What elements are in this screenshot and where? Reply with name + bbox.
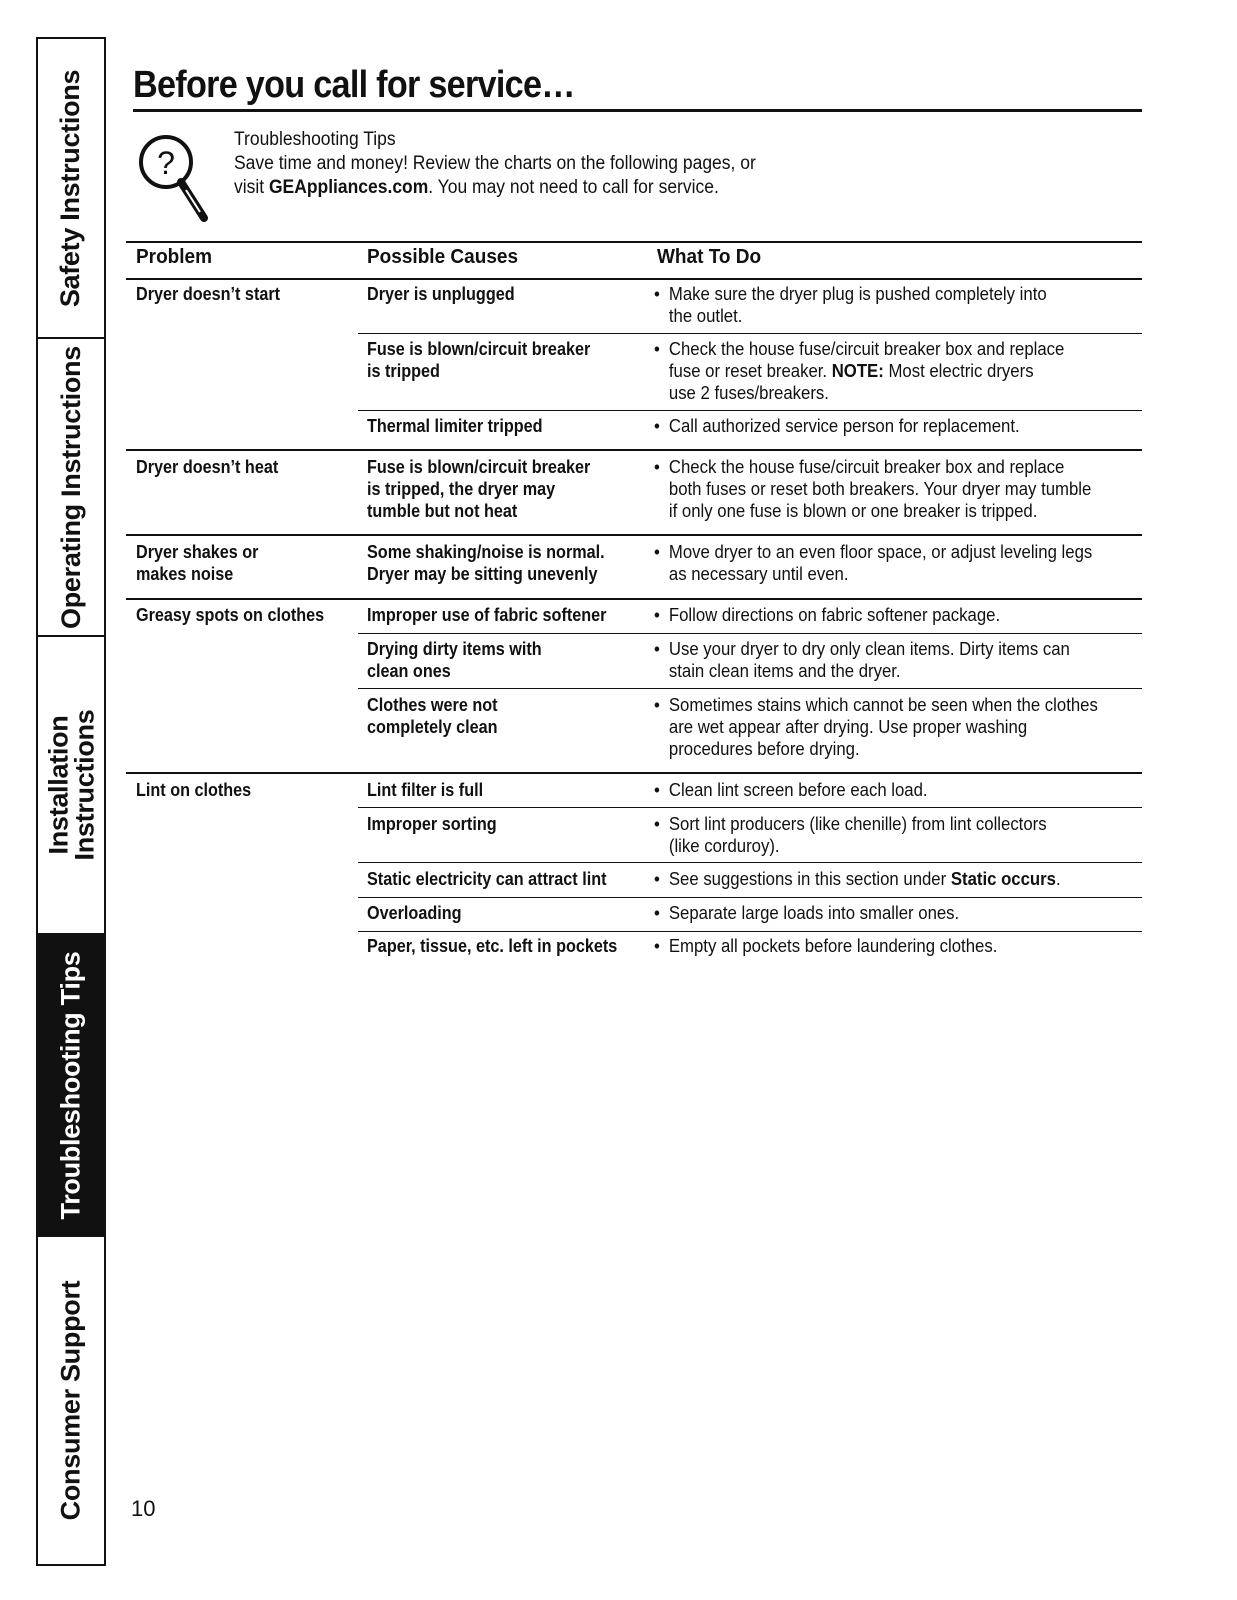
todo-proper-washing: • Sometimes stains which cannot be seen when the clothes are wet appear after drying. Use proper washing procedures before drying.: [654, 694, 1098, 760]
todo-separate-loads: • Separate large loads into smaller ones.: [654, 902, 959, 924]
cause-fuse-blown: Fuse is blown/circuit breaker is tripped: [367, 339, 591, 381]
cause-dirty-items: Drying dirty items with clean ones: [367, 639, 542, 681]
todo-dry-clean-items: • Use your dryer to dry only clean items. Dirty items can stain clean items and the dryer.: [654, 638, 1070, 682]
page-number: 10: [131, 1496, 156, 1521]
tab-operating-instructions[interactable]: Operating Instructions: [38, 337, 104, 635]
todo-replace-both-fuses: • Check the house fuse/circuit breaker box and replace both fuses or reset both breakers. Your dryer may tumble if only one fuse is blown or one breaker is tripped.: [654, 456, 1091, 522]
todo-sort-lint: • Sort lint producers (like chenille) from lint collectors (like corduroy).: [654, 813, 1047, 857]
todo-clean-lint-screen: • Clean lint screen before each load.: [654, 779, 928, 801]
cause-not-clean: Clothes were not completely clean: [367, 695, 498, 737]
intro-text: Troubleshooting Tips Save time and money! Review the charts on the following pages, or visit GEAppliances.com. You may not need to call for service.: [234, 129, 756, 198]
problem-dryer-shakes: Dryer shakes or makes noise: [136, 542, 259, 584]
todo-check-fuse: • Check the house fuse/circuit breaker box and replace fuse or reset breaker. NOTE: Most electric dryers use 2 fuses/breakers.: [654, 338, 1064, 404]
cause-dryer-unplugged: Dryer is unplugged: [367, 284, 515, 304]
cause-fuse-blown-tumble: Fuse is blown/circuit breaker is tripped, the dryer may tumble but not heat: [367, 457, 591, 521]
side-tabs: [36, 37, 106, 1566]
todo-level-dryer: • Move dryer to an even floor space, or adjust leveling legs as necessary until even.: [654, 541, 1092, 585]
todo-static-suggestions: • See suggestions in this section under Static occurs.: [654, 868, 1061, 890]
svg-text:?: ?: [157, 145, 175, 181]
tab-installation-label: Installation Instructions: [43, 709, 100, 861]
header-problem: Problem: [136, 246, 213, 268]
header-possible-causes: Possible Causes: [367, 246, 519, 268]
ge-appliances-link[interactable]: GEAppliances.com: [268, 177, 429, 198]
cause-improper-sorting: Improper sorting: [367, 814, 497, 834]
cause-shaking-normal: Some shaking/noise is normal. Dryer may be sitting unevenly: [367, 542, 605, 584]
todo-empty-pockets: • Empty all pockets before laundering clothes.: [654, 935, 997, 957]
problem-dryer-doesnt-heat: Dryer doesn’t heat: [136, 457, 279, 477]
problem-lint: Lint on clothes: [136, 780, 252, 800]
problem-dryer-doesnt-start: Dryer doesn’t start: [136, 284, 281, 304]
tab-installation-instructions[interactable]: [38, 635, 104, 933]
question-magnifier-icon: [134, 130, 214, 230]
problem-greasy-spots: Greasy spots on clothes: [136, 605, 325, 625]
todo-plug-in: • Make sure the dryer plug is pushed completely into the outlet.: [654, 283, 1047, 327]
tab-safety-instructions[interactable]: Safety Instructions: [55, 69, 86, 307]
tab-troubleshooting-tips[interactable]: Troubleshooting Tips: [38, 933, 104, 1235]
cause-lint-filter-full: Lint filter is full: [367, 780, 484, 800]
cause-thermal-limiter: Thermal limiter tripped: [367, 416, 543, 436]
page-title: Before you call for service…: [133, 64, 575, 106]
header-what-to-do: What To Do: [657, 246, 762, 268]
tab-consumer-support[interactable]: Consumer Support: [38, 1235, 104, 1564]
todo-follow-directions: • Follow directions on fabric softener package.: [654, 604, 1000, 626]
cause-pockets: Paper, tissue, etc. left in pockets: [367, 936, 618, 956]
cause-static: Static electricity can attract lint: [367, 869, 607, 889]
cause-fabric-softener: Improper use of fabric softener: [367, 605, 607, 625]
cause-overloading: Overloading: [367, 903, 462, 923]
title-divider: [133, 109, 1142, 112]
todo-call-service: • Call authorized service person for replacement.: [654, 415, 1020, 437]
